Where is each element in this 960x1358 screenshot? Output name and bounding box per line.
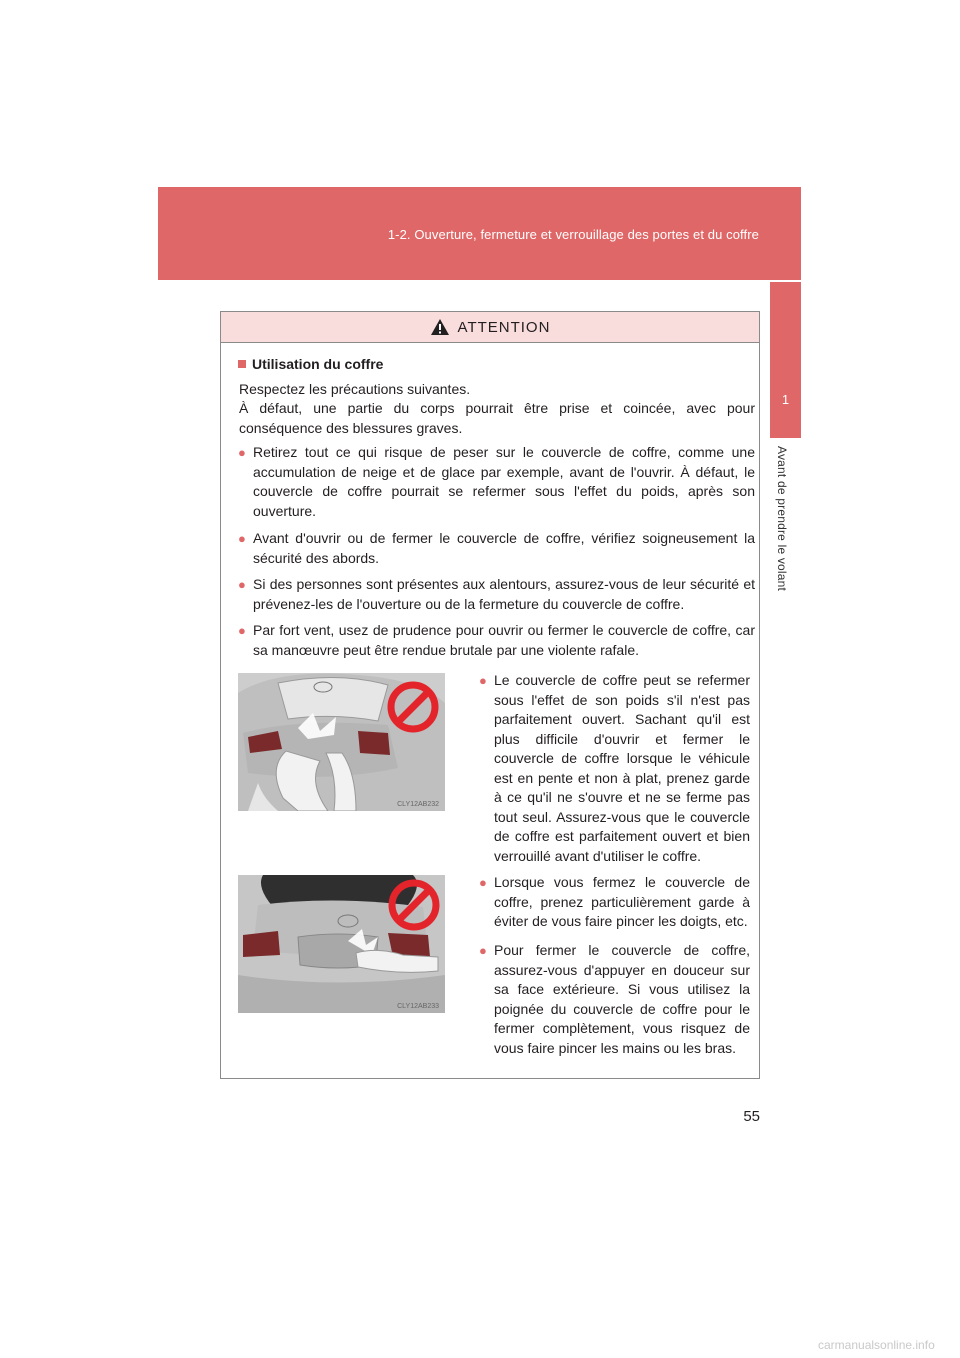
bullet-dot-icon: ● [238,623,246,638]
watermark: carmanualsonline.info [818,1338,935,1352]
caution-box [220,311,760,1079]
bullet-text: Par fort vent, usez de prudence pour ouvrir ou fermer le couvercle de coffre, car sa manœuvre peut être rendue brutale par une violente rafale. [253,622,755,658]
bullet-text: Lorsque vous fermez le couvercle de coffre, prenez particulièrement garde à éviter de vous faire pincer les doigts, etc. [494,874,750,929]
figure-2-bullet [479,873,750,932]
prohibition-icon [388,879,440,931]
figure-code: CLY12AB233 [397,1003,439,1010]
chapter-side-tab [770,282,801,438]
trunk-lid-falling-illustration [238,673,445,811]
trunk-lid-pinch-illustration [238,875,445,1013]
bullet-dot-icon: ● [238,531,246,546]
figure-2-bullet [479,941,750,1058]
bullet-text: Pour fermer le couvercle de coffre, assurez-vous d'appuyer en douceur sur sa face extérieure. Si vous utilisez la poignée du couvercle de coffre pour le fermer complètement, vous risquez de vous faire pincer les mains ou les bras. [494,942,750,1056]
intro-line-1: Respectez les précautions suivantes. [239,381,471,397]
section-title: Utilisation du coffre [252,356,384,372]
chapter-side-label: Avant de prendre le volant [775,446,789,592]
bullet-text: Le couvercle de coffre peut se refermer sous l'effet de son poids s'il n'est pas parfaitement ouvert. Sachant qu'il est plus difficile d'ouvrir et fermer le couvercle de coffre lorsque le véhicule est en pente et non à plat, prenez garde à ce qu'il ne s'ouvre et ne se ferme pas tout seul. Assurez-vous que le couvercle de coffre est parfaitement ouvert et bien verrouillé avant d'utiliser le coffre. [494,672,750,864]
caution-header [221,312,759,343]
bullet-text: Retirez tout ce qui risque de peser sur le couvercle de coffre, comme une accumulation de neige et de glace par exemple, avant de l'ouvrir. À défaut, le couvercle de coffre pourrait se refermer sous l'effet du poids, après son ouverture. [253,444,755,519]
bullet-item [238,443,755,521]
page-number: 55 [743,1108,760,1125]
figure-code: CLY12AB232 [397,801,439,808]
caution-title: ATTENTION [457,318,551,336]
intro-line-2: À défaut, une partie du corps pourrait être prise et coincée, avec pour conséquence des blessures graves. [239,400,755,436]
section-heading [238,356,383,372]
bullet-item [238,529,755,568]
bullet-dot-icon: ● [238,445,246,460]
bullet-item [238,575,755,614]
chapter-title: 1-2. Ouverture, fermeture et verrouillage des portes et du coffre [387,227,759,242]
bullet-dot-icon: ● [479,875,487,890]
figure-1-bullet [479,671,750,866]
chapter-header-band [158,187,801,280]
bullet-dot-icon: ● [479,673,487,688]
prohibition-icon [387,681,439,733]
square-bullet-icon [238,360,246,368]
warning-triangle-icon [430,318,450,336]
chapter-number: 1 [781,392,790,407]
bullet-text: Avant d'ouvrir ou de fermer le couvercle de coffre, vérifiez soigneusement la sécurité des abords. [253,530,755,566]
bullet-item [238,621,755,660]
bullet-dot-icon: ● [479,943,487,958]
bullet-text: Si des personnes sont présentes aux alentours, assurez-vous de leur sécurité et prévenez-les de l'ouverture ou de la fermeture du couvercle de coffre. [253,576,755,612]
bullet-dot-icon: ● [238,577,246,592]
